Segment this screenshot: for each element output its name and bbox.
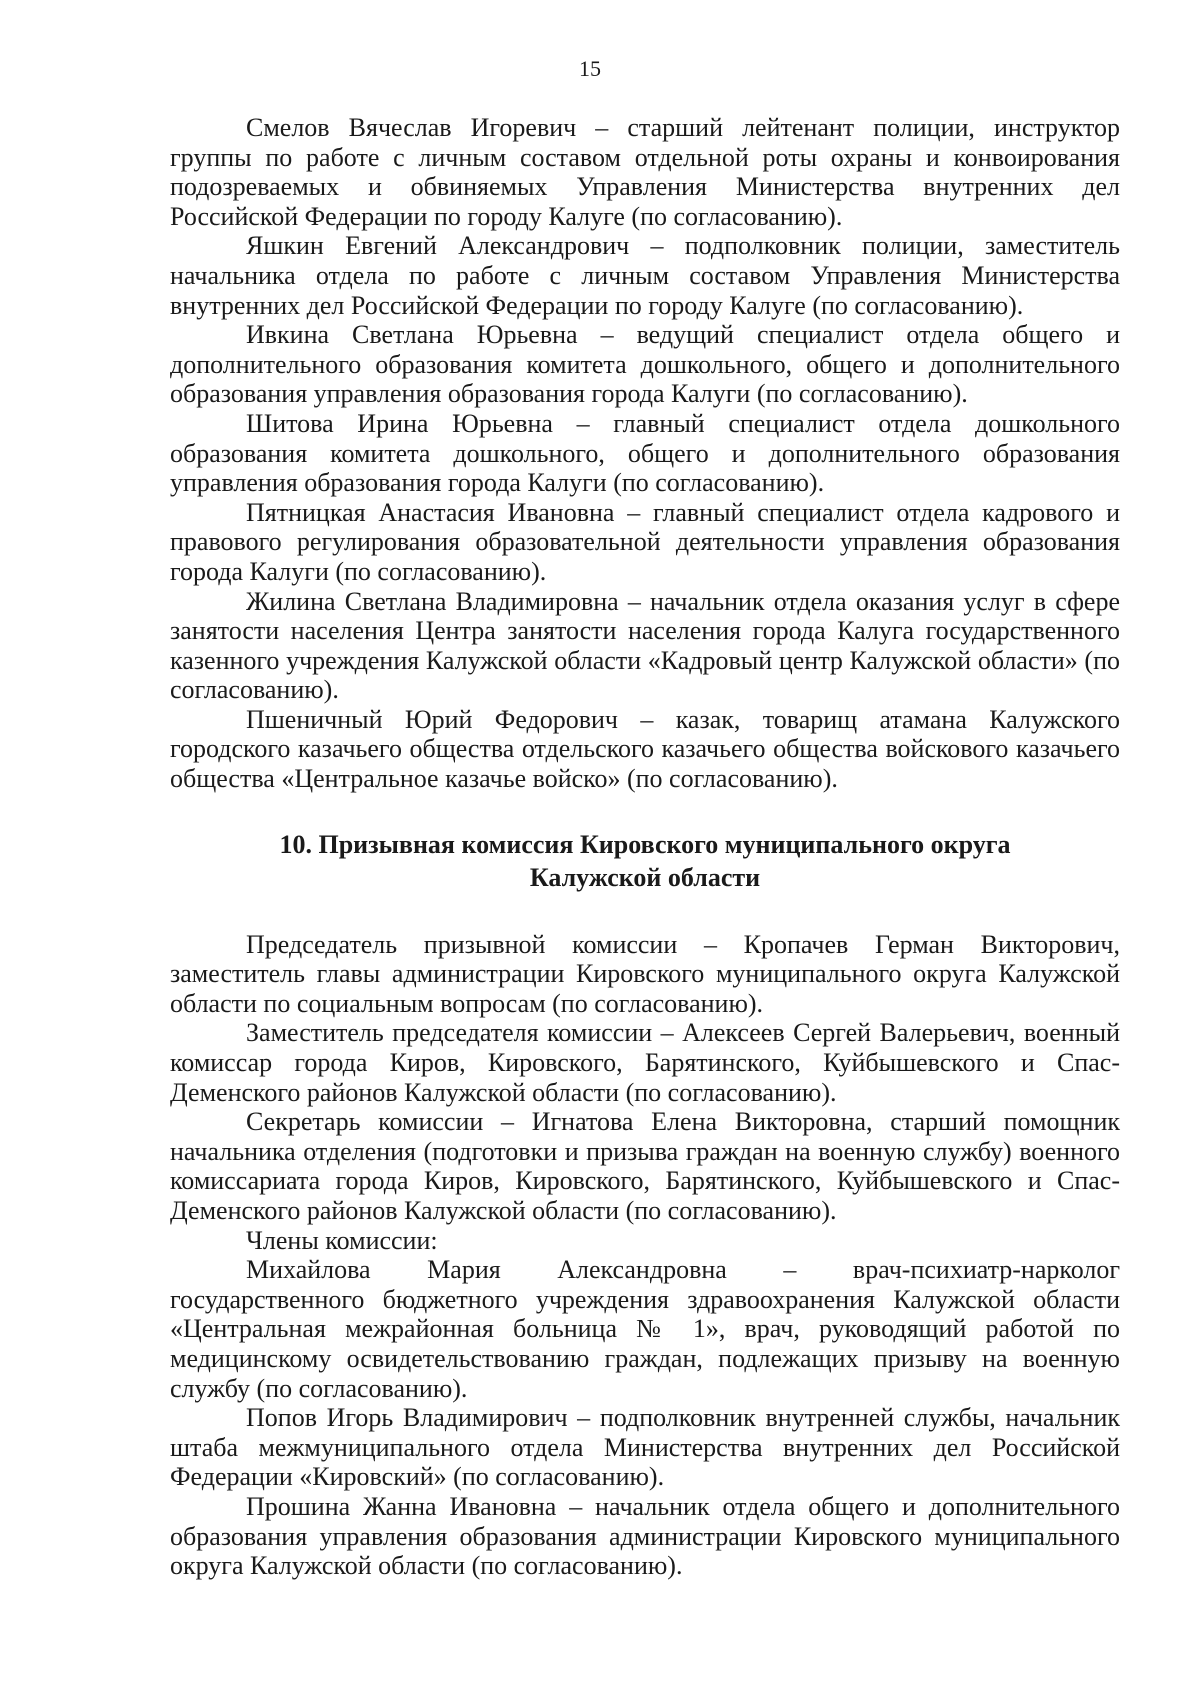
paragraph-pshenichny: Пшеничный Юрий Федорович – казак, товарищ атамана Калужского городского казачьего общества отдельского казачьего общества войскового казачьего общества «Центральное казачье войско» (по согласованию). (170, 704, 1120, 794)
paragraph-ivkina: Ивкина Светлана Юрьевна – ведущий специалист отдела общего и дополнительного образования комитета дошкольного, общего и дополнительного образования управления образования города Калуги (по согласованию). (170, 320, 1120, 409)
paragraph-popov: Попов Игорь Владимирович – подполковник внутренней службы, начальник штаба межмуниципального отдела Министерства внутренних дел Российской Федерации «Кировский» (по согласованию). (170, 1403, 1120, 1492)
paragraph-secretary: Секретарь комиссии – Игнатова Елена Викторовна, старший помощник начальника отделения (подготовки и призыва граждан на военную службу) военного комиссариата города Киров, Кировского, Барятинского, Куйбышевского и Спас-Деменского районов Калужской области (по согласованию). (170, 1107, 1120, 1225)
paragraph-mikhailova: Михайлова Мария Александровна – врач-психиатр-нарколог государственного бюджетного учреждения здравоохранения Калужской области «Центральная межрайонная больница № 1», врач, руководящий работой по медицинскому освидетельствованию граждан, подлежащих призыву на военную службу (по согласованию). (170, 1255, 1120, 1403)
document-body (170, 113, 1120, 1581)
paragraph-deputy-chairman: Заместитель председателя комиссии – Алексеев Сергей Валерьевич, военный комиссар города Киров, Кировского, Барятинского, Куйбышевского и Спас-Деменского районов Калужской области (по согласованию). (170, 1018, 1120, 1107)
paragraph-smelov: Смелов Вячеслав Игоревич – старший лейтенант полиции, инструктор группы по работе с личным составом отдельной роты охраны и конвоирования подозреваемых и обвиняемых Управления Министерства внутренних дел Российской Федерации по городу Калуге (по согласованию). (170, 113, 1120, 231)
page-number: 15 (579, 56, 601, 81)
paragraph-pyatnitskaya: Пятницкая Анастасия Ивановна – главный специалист отдела кадрового и правового регулирования образовательной деятельности управления образования города Калуги (по согласованию). (170, 497, 1120, 586)
section-heading-line-1: 10. Призывная комиссия Кировского муниципального округа (279, 829, 1011, 859)
section-heading (170, 828, 1120, 894)
paragraph-shitova: Шитова Ирина Юрьевна – главный специалист отдела дошкольного образования комитета дошкольного, общего и дополнительного образования управления образования города Калуги (по согласованию). (170, 408, 1120, 498)
paragraph-chairman: Председатель призывной комиссии – Кропачев Герман Викторович, заместитель главы администрации Кировского муниципального округа Калужской области по социальным вопросам (по согласованию). (170, 929, 1120, 1018)
paragraph-yashkin: Яшкин Евгений Александрович – подполковник полиции, заместитель начальника отдела по работе с личным составом Управления Министерства внутренних дел Российской Федерации по городу Калуге (по согласованию). (170, 231, 1120, 320)
section-heading-line-2: Калужской области (529, 862, 761, 892)
paragraph-proshina: Прошина Жанна Ивановна – начальник отдела общего и дополнительного образования управления образования администрации Кировского муниципального округа Калужской области (по согласованию). (170, 1491, 1120, 1581)
members-label: Члены комиссии: (246, 1225, 438, 1255)
paragraph-zhilina: Жилина Светлана Владимировна – начальник отдела оказания услуг в сфере занятости населения Центра занятости населения города Калуга государственного казенного учреждения Калужской области «Кадровый центр Калужской области» (по согласованию). (170, 586, 1120, 705)
